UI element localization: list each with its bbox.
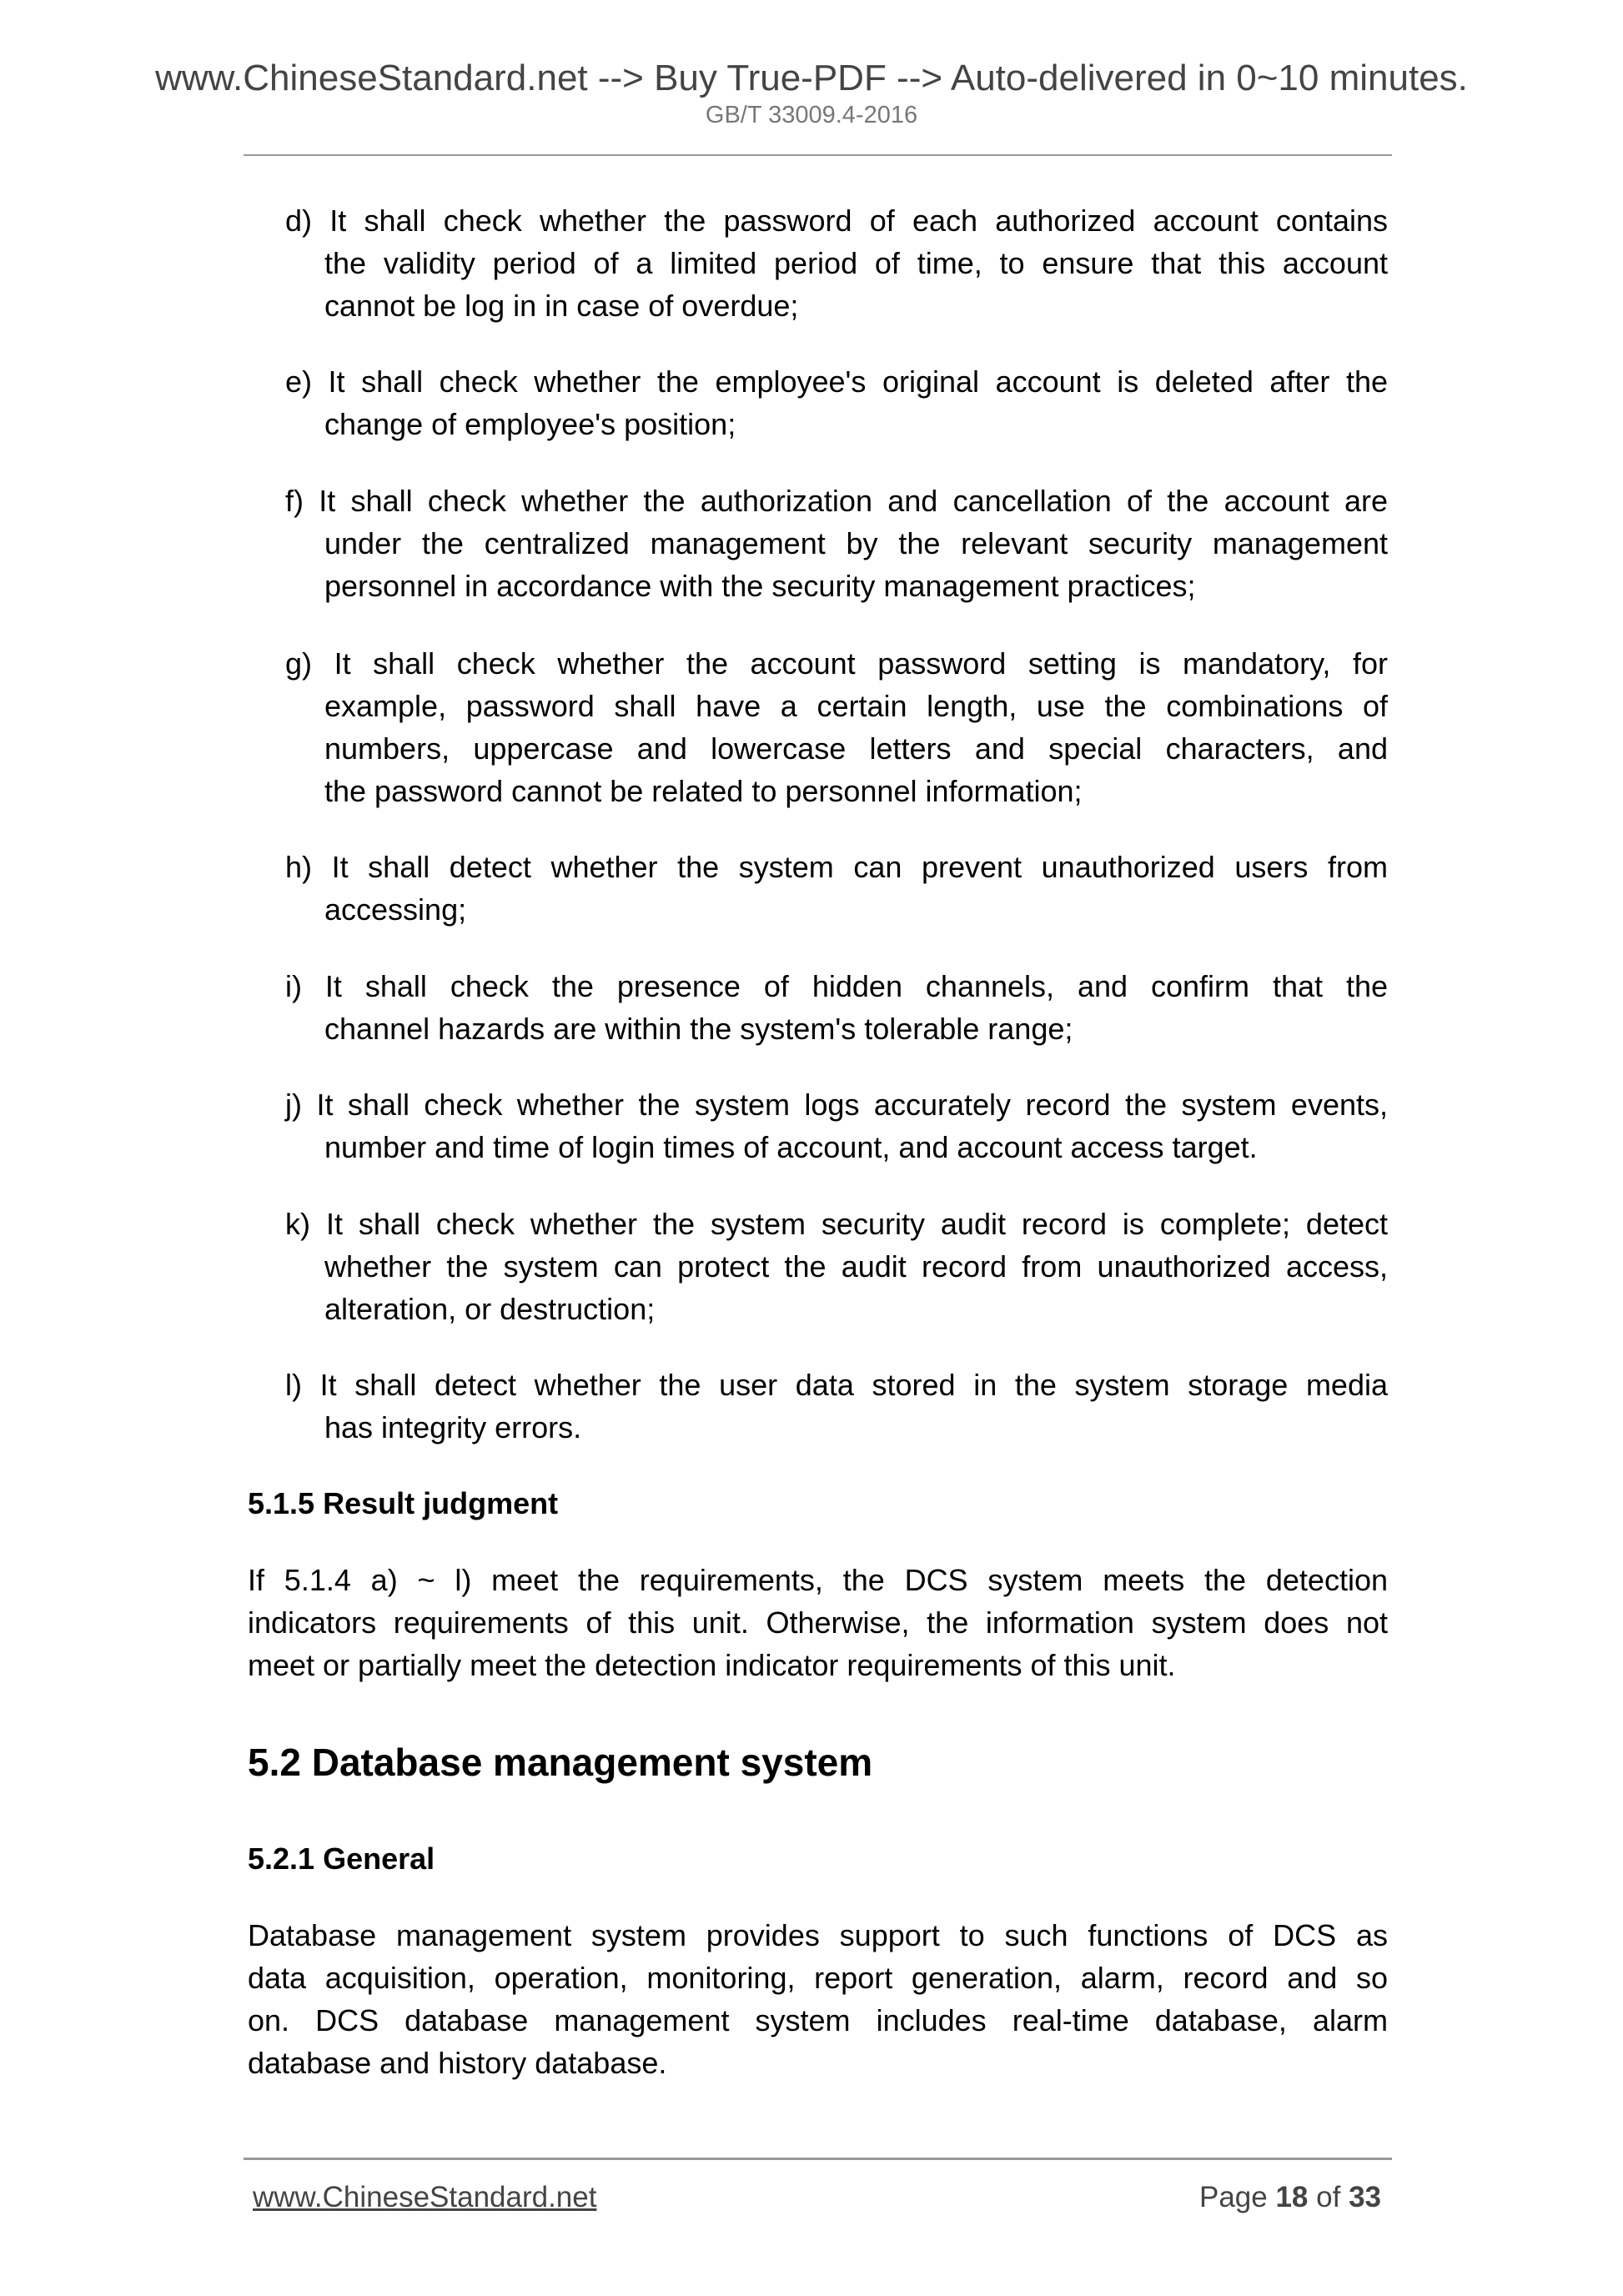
paragraph-general: [248, 1914, 1388, 2084]
page-total: 33: [1349, 2181, 1381, 2213]
text-line: h) It shall detect whether the system can prevent unauthorized users from: [285, 850, 1388, 884]
text-line: personnel in accordance with the security management practices;: [324, 569, 1196, 603]
text-line: indicators requirements of this unit. Otherwise, the information system does not: [248, 1605, 1388, 1640]
list-item-h: [285, 846, 1388, 931]
text-line: the validity period of a limited period of time, to ensure that this account: [324, 246, 1388, 280]
text-line: example, password shall have a certain length, use the combinations of: [324, 689, 1388, 723]
text-line: k) It shall check whether the system security audit record is complete; detect: [285, 1207, 1388, 1241]
page-of: of: [1316, 2181, 1341, 2213]
text-line: has integrity errors.: [324, 1410, 582, 1444]
text-line: i) It shall check the presence of hidden channels, and confirm that the: [285, 969, 1388, 1003]
text-line: cannot be log in in case of overdue;: [324, 289, 799, 323]
section-heading-5-1-5: 5.1.5 Result judgment: [248, 1486, 559, 1520]
text-line: on. DCS database management system includes real-time database, alarm: [248, 2003, 1388, 2037]
paragraph-result-judgment: [248, 1559, 1388, 1686]
text-line: the password cannot be related to personnel information;: [324, 774, 1083, 808]
text-line: database and history database.: [248, 2046, 667, 2080]
list-item-e: [285, 360, 1388, 445]
page-number: [1199, 2180, 1381, 2215]
text-line: d) It shall check whether the password of each authorized account contains: [285, 203, 1388, 238]
text-line: numbers, uppercase and lowercase letters and special characters, and: [324, 731, 1388, 766]
header-divider: [244, 154, 1392, 156]
text-line: data acquisition, operation, monitoring, report generation, alarm, record and so: [248, 1961, 1388, 1995]
footer-website-link[interactable]: www.ChineseStandard.net: [253, 2181, 597, 2213]
text-line: l) It shall detect whether the user data stored in the system storage media: [285, 1368, 1388, 1402]
header-banner: www.ChineseStandard.net --> Buy True-PDF --> Auto-delivered in 0~10 minutes.: [155, 58, 1468, 98]
list-item-g: [285, 642, 1388, 812]
section-heading-5-2: 5.2 Database management system: [248, 1741, 873, 1784]
text-line: number and time of login times of account, and account access target.: [324, 1130, 1258, 1164]
text-line: alteration, or destruction;: [324, 1292, 656, 1326]
text-line: under the centralized management by the relevant security management: [324, 526, 1388, 560]
text-line: meet or partially meet the detection indicator requirements of this unit.: [248, 1648, 1176, 1682]
page-prefix: Page: [1198, 2181, 1268, 2213]
list-item-j: [285, 1083, 1388, 1168]
text-line: channel hazards are within the system's tolerable range;: [324, 1012, 1073, 1046]
list-item-f: [285, 480, 1388, 607]
text-line: j) It shall check whether the system logs accurately record the system events,: [285, 1088, 1388, 1122]
text-line: accessing;: [324, 892, 467, 927]
text-line: Database management system provides support to such functions of DCS as: [248, 1918, 1388, 1952]
text-line: g) It shall check whether the account password setting is mandatory, for: [285, 646, 1388, 681]
list-item-i: [285, 965, 1388, 1050]
text-line: whether the system can protect the audit record from unauthorized access,: [324, 1249, 1388, 1284]
list-item-d: [285, 199, 1388, 327]
list-item-k: [285, 1203, 1388, 1330]
text-line: f) It shall check whether the authorization and cancellation of the account are: [285, 484, 1388, 518]
footer-divider: [244, 2158, 1392, 2160]
text-line: If 5.1.4 a) ~ l) meet the requirements, the DCS system meets the detection: [248, 1563, 1388, 1597]
list-item-l: [285, 1364, 1388, 1449]
page-current: 18: [1275, 2181, 1309, 2213]
standard-code: GB/T 33009.4-2016: [705, 102, 918, 128]
section-heading-5-2-1: 5.2.1 General: [248, 1841, 435, 1876]
text-line: change of employee's position;: [324, 407, 736, 441]
text-line: e) It shall check whether the employee's original account is deleted after the: [285, 364, 1388, 399]
